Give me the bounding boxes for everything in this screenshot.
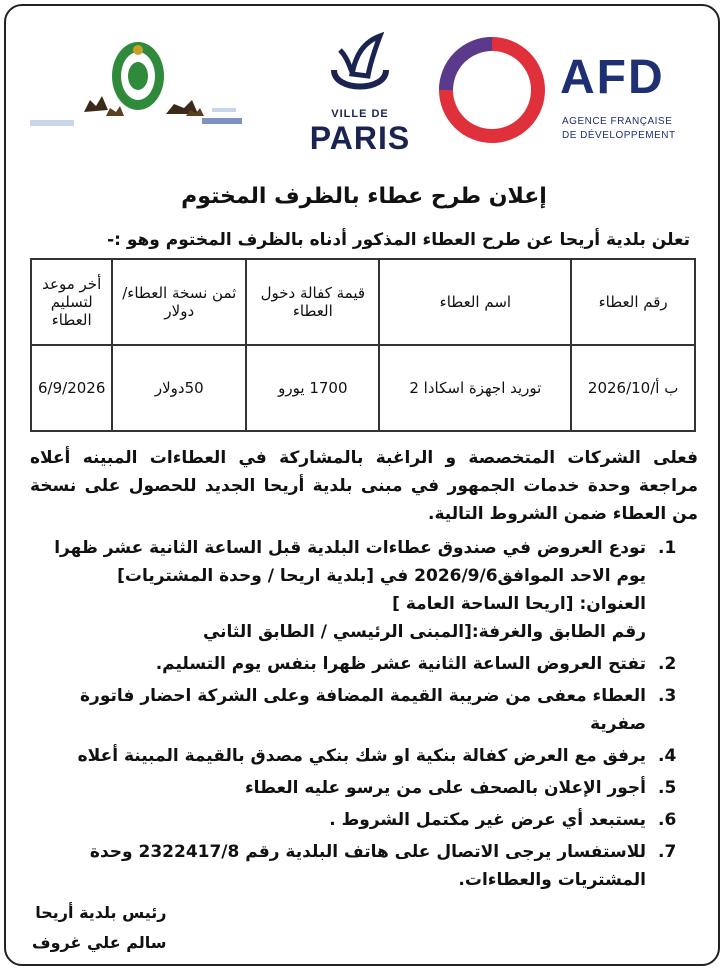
announcement-body	[30, 444, 698, 898]
item-text: للاستفسار يرجى الاتصال على هاتف البلدية رقم 2322417/8 وحدة المشتريات والعطاءات.	[89, 842, 646, 890]
list-item	[30, 806, 698, 834]
item-number: 3.	[658, 686, 677, 706]
afd-title: AFD	[560, 51, 665, 104]
item-number: 7.	[658, 842, 677, 862]
list-item	[30, 838, 698, 894]
header-tender-name: اسم العطاء	[379, 259, 571, 345]
item-text: يرفق مع العرض كفالة بنكية او شك بنكي مصدق بالقيمة المبينة أعلاه	[77, 746, 646, 766]
cell-tender-name: توريد اجهزة اسكادا 2	[379, 345, 571, 431]
item-text: تودع العروض في صندوق عطاءات البلدية قبل الساعة الثانية عشر ظهرا يوم الاحد الموافق2026/9/6 في [بلدية اريحا / وحدة المشتريات]	[54, 538, 646, 586]
ville-de-paris-logo	[300, 26, 420, 156]
list-item	[30, 742, 698, 770]
item-text: أجور الإعلان بالصحف على من يرسو عليه العطاء	[244, 778, 646, 798]
signature-name: سالم علي غروف	[32, 933, 167, 952]
item-address: العنوان: [اريحا الساحة العامة ]	[392, 594, 646, 614]
afd-subtitle-1: AGENCE FRANÇAISE	[562, 116, 673, 127]
afd-subtitle-2: DE DÉVELOPPEMENT	[562, 130, 676, 141]
item-text: يستبعد أي عرض غير مكتمل الشروط .	[329, 810, 646, 830]
afd-ring-icon	[432, 30, 552, 150]
item-number: 5.	[658, 778, 677, 798]
list-item	[30, 534, 698, 646]
item-floor-room: رقم الطابق والغرفة:[المبنى الرئيسي / الطابق الثاني	[202, 622, 646, 642]
tender-table	[30, 258, 696, 432]
jericho-municipality-logo	[26, 42, 246, 138]
item-text: تفتح العروض الساعة الثانية عشر ظهرا بنفس يوم التسليم.	[155, 654, 646, 674]
paris-title: PARIS	[309, 120, 411, 156]
list-item	[30, 650, 698, 678]
list-item	[30, 682, 698, 738]
item-number: 6.	[658, 810, 677, 830]
conditions-list	[30, 534, 698, 894]
item-number: 2.	[658, 654, 677, 674]
cell-deadline: 6/9/2026	[31, 345, 112, 431]
announcement-title: إعلان طرح عطاء بالظرف المختوم	[181, 184, 547, 209]
announcement-intro: تعلن بلدية أريحا عن طرح العطاء المذكور أدناه بالظرف المختوم وهو :-	[107, 230, 690, 250]
intro-paragraph: فعلى الشركات المتخصصة و الراغبة بالمشاركة في العطاءات المبينه أعلاه مراجعة وحدة خدمات الجمهور في مبنى بلدية أريحا الجديد للحصول على نسخة من العطاء ضمن الشروط التالية.	[30, 448, 698, 524]
paris-subtitle: VILLE DE	[331, 108, 389, 120]
table-row	[31, 345, 695, 431]
header-tender-number: رقم العطاء	[571, 259, 695, 345]
header-deadline: أخر موعد لتسليم العطاء	[31, 259, 112, 345]
paris-ship-icon	[300, 26, 420, 106]
signature-block	[32, 898, 167, 958]
header-guarantee-value: قيمة كفالة دخول العطاء	[246, 259, 379, 345]
afd-logo	[432, 30, 702, 150]
cell-guarantee-value: 1700 يورو	[246, 345, 379, 431]
cell-copy-price: 50دولار	[112, 345, 246, 431]
item-text: العطاء معفى من ضريبة القيمة المضافة وعلى الشركة احضار فاتورة صفرية	[80, 686, 646, 734]
signature-role: رئيس بلدية أريحا	[35, 903, 167, 922]
item-number: 4.	[658, 746, 677, 766]
table-header-row	[31, 259, 695, 345]
list-item	[30, 774, 698, 802]
logos-header	[18, 20, 708, 156]
item-number: 1.	[658, 538, 677, 558]
cell-tender-number: ب أ/2026/10	[571, 345, 695, 431]
header-copy-price: ثمن نسخة العطاء/دولار	[112, 259, 246, 345]
